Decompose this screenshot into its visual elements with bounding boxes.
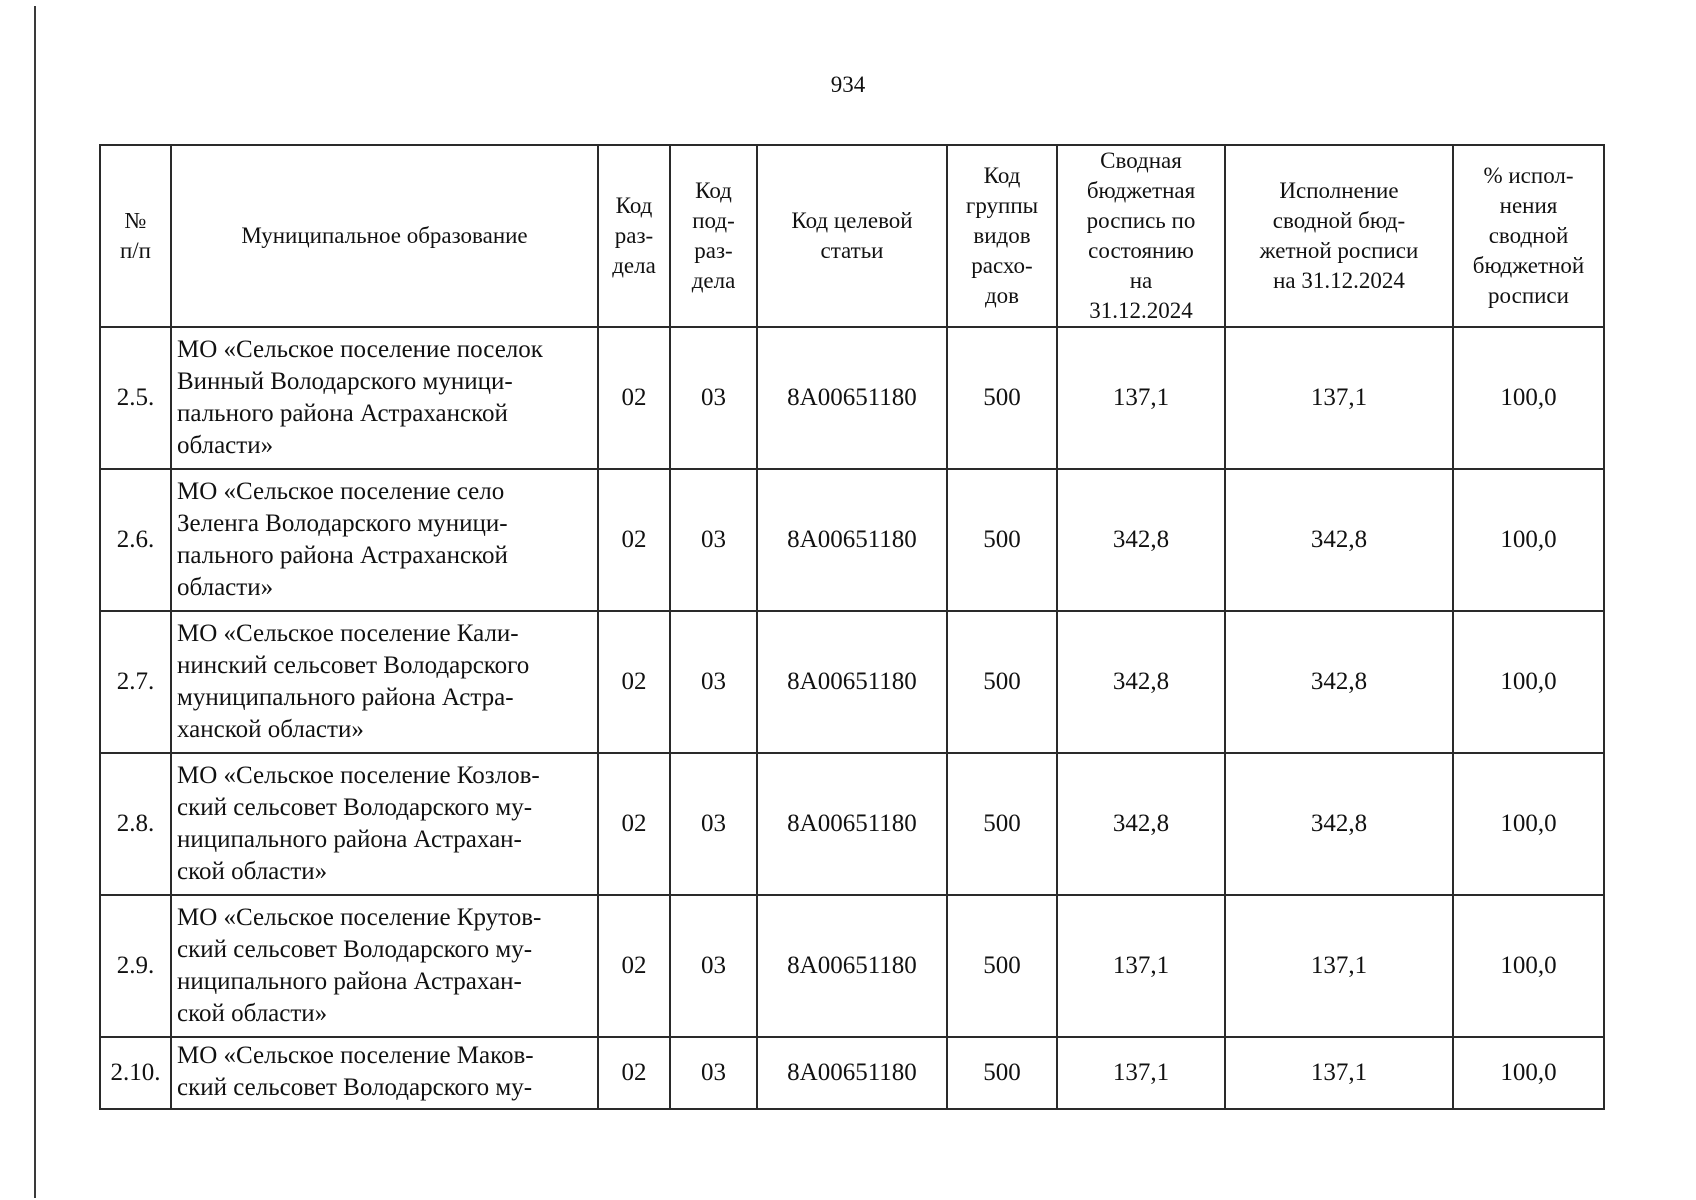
row-number-cell: 2.8. (100, 753, 171, 895)
municipality-cell (171, 895, 598, 1037)
municipality-name-line: ской области» (177, 1000, 328, 1027)
header-line: на (1129, 268, 1153, 293)
municipality-name-line: ниципального района Астрахан- (177, 968, 522, 995)
row-number-cell: 2.10. (100, 1037, 171, 1109)
header-line: Код (615, 193, 653, 218)
municipality-cell (171, 1037, 598, 1109)
table-row (100, 611, 1604, 753)
header-line: состоянию (1088, 238, 1194, 263)
municipality-name-line: области» (177, 432, 274, 459)
header-line: раз- (614, 223, 654, 248)
header-budget (1057, 145, 1225, 327)
header-line: Код целевой (791, 208, 913, 233)
target-code-cell: 8А00651180 (757, 895, 947, 1037)
scan-margin-line (34, 6, 36, 1198)
header-line: бюджетная (1086, 178, 1196, 203)
row-number-cell: 2.6. (100, 469, 171, 611)
header-line: 31.12.2024 (1089, 298, 1193, 323)
municipality-name-line: МО «Сельское поселение Козлов- (177, 762, 540, 789)
municipality-name-line: пального района Астраханской (177, 542, 508, 569)
municipality-name-line: муниципального района Астра- (177, 684, 514, 711)
budget-cell: 137,1 (1057, 1037, 1225, 1109)
header-line: % испол- (1483, 163, 1574, 188)
expense-group-cell: 500 (947, 895, 1057, 1037)
header-line: под- (692, 208, 735, 233)
municipality-name-line: МО «Сельское поселение поселок (177, 336, 543, 363)
expense-group-cell: 500 (947, 327, 1057, 469)
section-code-cell: 02 (598, 753, 670, 895)
expense-group-cell: 500 (947, 611, 1057, 753)
header-expense-group (947, 145, 1057, 327)
percent-cell: 100,0 (1453, 469, 1604, 611)
table-header-row (100, 145, 1604, 327)
header-line: Муниципальное образование (241, 223, 528, 248)
expense-group-cell: 500 (947, 1037, 1057, 1109)
header-number (100, 145, 171, 327)
row-number-cell: 2.9. (100, 895, 171, 1037)
header-line: Сводная (1100, 148, 1182, 173)
municipality-name-line: ской области» (177, 858, 328, 885)
header-line: Код (983, 163, 1021, 188)
header-line: нения (1499, 193, 1558, 218)
municipality-cell (171, 327, 598, 469)
municipality-name-line: МО «Сельское поселение Крутов- (177, 904, 542, 931)
municipality-name-line: Зеленга Володарского муници- (177, 510, 508, 537)
header-line: дов (984, 283, 1020, 308)
header-line: п/п (119, 238, 151, 263)
table-row (100, 753, 1604, 895)
table-row (100, 469, 1604, 611)
header-subsection-code (670, 145, 757, 327)
percent-cell: 100,0 (1453, 895, 1604, 1037)
header-line: статьи (820, 238, 884, 263)
budget-cell: 137,1 (1057, 327, 1225, 469)
budget-execution-table (99, 144, 1605, 1110)
header-line: росписи (1488, 283, 1569, 308)
section-code-cell: 02 (598, 1037, 670, 1109)
municipality-name-line: области» (177, 574, 274, 601)
expense-group-cell: 500 (947, 753, 1057, 895)
municipality-name-line: Винный Володарского муници- (177, 368, 513, 395)
section-code-cell: 02 (598, 895, 670, 1037)
section-code-cell: 02 (598, 469, 670, 611)
table-body (100, 327, 1604, 1109)
header-line: бюджетной (1472, 253, 1585, 278)
municipality-name-line: нинский сельсовет Володарского (177, 652, 530, 679)
budget-cell: 342,8 (1057, 469, 1225, 611)
municipality-name-line: ский сельсовет Володарского му- (177, 936, 533, 963)
budget-cell: 137,1 (1057, 895, 1225, 1037)
header-percent (1453, 145, 1604, 327)
execution-cell: 137,1 (1225, 327, 1453, 469)
municipality-name-line: ниципального района Астрахан- (177, 826, 522, 853)
municipality-name-line: ский сельсовет Володарского му- (177, 794, 533, 821)
header-line: группы (965, 193, 1039, 218)
row-number-cell: 2.7. (100, 611, 171, 753)
execution-cell: 342,8 (1225, 469, 1453, 611)
subsection-code-cell: 03 (670, 753, 757, 895)
execution-cell: 137,1 (1225, 895, 1453, 1037)
percent-cell: 100,0 (1453, 753, 1604, 895)
section-code-cell: 02 (598, 611, 670, 753)
header-line: Исполнение (1279, 178, 1399, 203)
subsection-code-cell: 03 (670, 895, 757, 1037)
subsection-code-cell: 03 (670, 611, 757, 753)
target-code-cell: 8А00651180 (757, 327, 947, 469)
budget-cell: 342,8 (1057, 753, 1225, 895)
header-line: сводной (1488, 223, 1569, 248)
header-execution (1225, 145, 1453, 327)
municipality-cell (171, 611, 598, 753)
municipality-name-line: пального района Астраханской (177, 400, 508, 427)
percent-cell: 100,0 (1453, 611, 1604, 753)
percent-cell: 100,0 (1453, 327, 1604, 469)
row-number-cell: 2.5. (100, 327, 171, 469)
municipality-name-line: ханской области» (177, 716, 364, 743)
municipality-name-line: ский сельсовет Володарского му- (177, 1074, 533, 1101)
municipality-cell (171, 753, 598, 895)
header-target-code (757, 145, 947, 327)
target-code-cell: 8А00651180 (757, 469, 947, 611)
execution-cell: 137,1 (1225, 1037, 1453, 1109)
header-line: Код (695, 178, 732, 203)
execution-cell: 342,8 (1225, 753, 1453, 895)
municipality-name-line: МО «Сельское поселение Маков- (177, 1042, 534, 1069)
subsection-code-cell: 03 (670, 1037, 757, 1109)
expense-group-cell: 500 (947, 469, 1057, 611)
header-section-code (598, 145, 670, 327)
header-line: на 31.12.2024 (1273, 268, 1405, 293)
municipality-cell (171, 469, 598, 611)
header-line: расхо- (971, 253, 1033, 278)
page-number: 934 (830, 72, 866, 97)
table-row (100, 327, 1604, 469)
section-code-cell: 02 (598, 327, 670, 469)
subsection-code-cell: 03 (670, 327, 757, 469)
header-line: роспись по (1086, 208, 1196, 233)
municipality-name-line: МО «Сельское поселение село (177, 478, 505, 505)
header-line: дела (691, 268, 736, 293)
target-code-cell: 8А00651180 (757, 1037, 947, 1109)
municipality-name-line: МО «Сельское поселение Кали- (177, 620, 519, 647)
table-row (100, 895, 1604, 1037)
target-code-cell: 8А00651180 (757, 611, 947, 753)
table-row (100, 1037, 1604, 1109)
budget-cell: 342,8 (1057, 611, 1225, 753)
header-line: видов (973, 223, 1031, 248)
subsection-code-cell: 03 (670, 469, 757, 611)
target-code-cell: 8А00651180 (757, 753, 947, 895)
header-line: № (124, 208, 147, 233)
header-line: дела (612, 253, 656, 278)
execution-cell: 342,8 (1225, 611, 1453, 753)
header-line: сводной бюд- (1272, 208, 1406, 233)
percent-cell: 100,0 (1453, 1037, 1604, 1109)
header-line: раз- (694, 238, 733, 263)
header-municipality (171, 145, 598, 327)
header-line: жетной росписи (1259, 238, 1419, 263)
